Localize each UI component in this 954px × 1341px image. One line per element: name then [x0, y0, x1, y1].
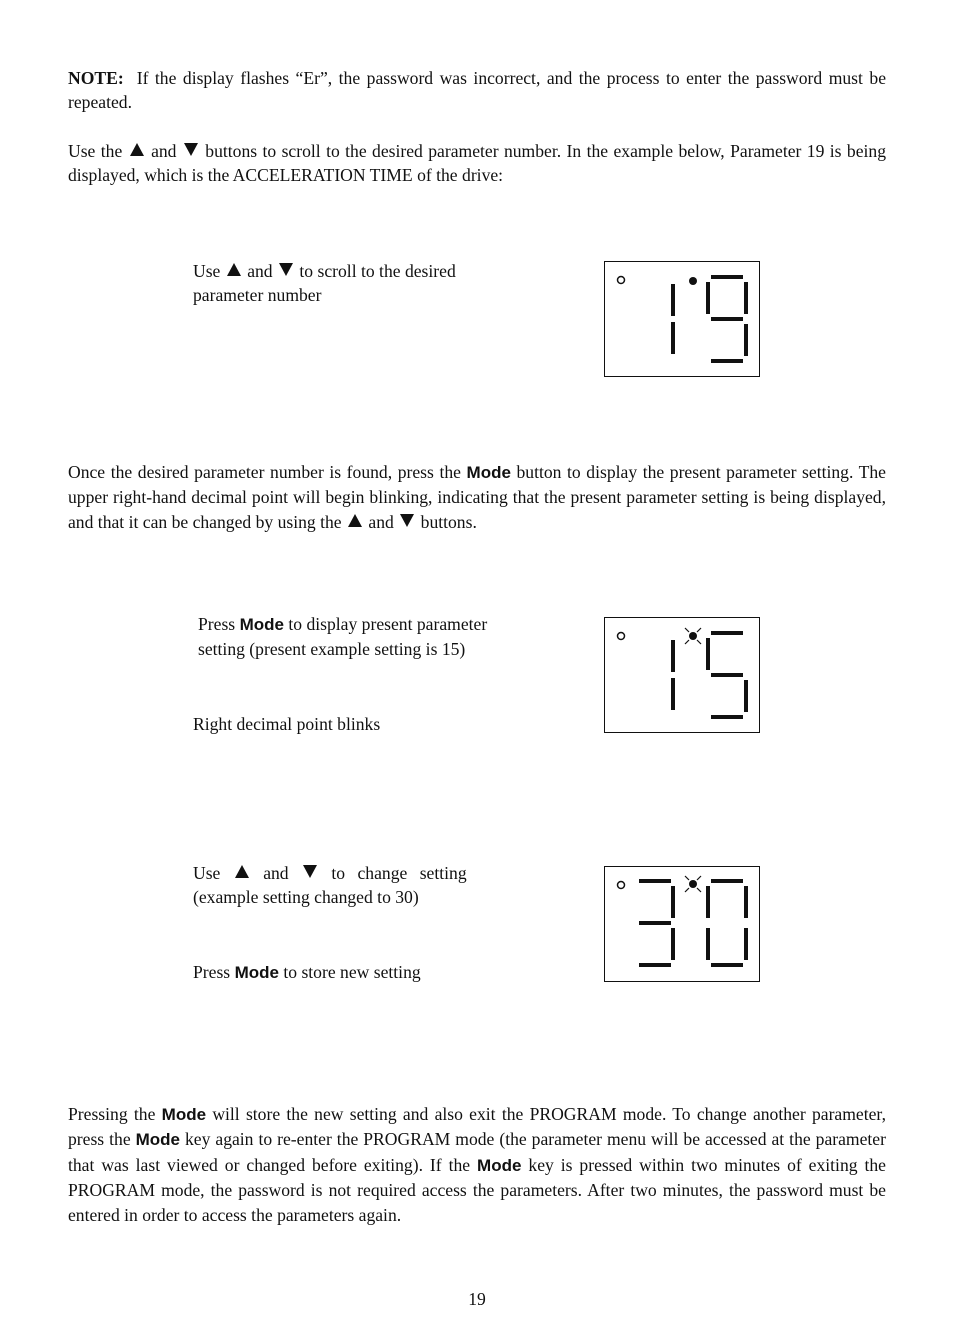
segment: [639, 921, 671, 925]
page-number: 19: [468, 1289, 486, 1309]
up-triangle-icon: [227, 263, 241, 276]
segment: [711, 715, 743, 719]
seven-segment-display-19: [604, 261, 760, 377]
example1-text-2: and: [247, 261, 273, 281]
segment: [711, 631, 743, 635]
segment: [711, 673, 743, 677]
left-decimal-point: [618, 633, 625, 640]
segment: [744, 680, 748, 712]
up-triangle-icon: [348, 514, 362, 527]
segment: [744, 928, 748, 960]
example1-text-1: Use: [193, 261, 221, 281]
mode-key-label: Mode: [239, 615, 284, 634]
final-text-1: Pressing the: [68, 1104, 156, 1124]
note-paragraph: [68, 66, 886, 115]
example1-caption: [193, 259, 523, 308]
scroll-text-2: and: [151, 141, 177, 161]
down-triangle-icon: [184, 143, 198, 156]
mode-text-2: button to display the present parameter setting. The upper right-hand decimal point will begin blinking, indicating that the present parameter setting is being displayed, and that it can be changed by using the: [68, 462, 886, 532]
example3-store-caption: [193, 960, 513, 985]
up-triangle-icon: [235, 865, 249, 878]
segment: [706, 638, 710, 670]
segment: [706, 928, 710, 960]
segment: [711, 879, 743, 883]
down-triangle-icon: [279, 263, 293, 276]
final-text-2: will store the new setting and also exit the PROGRAM mode. To change another parameter, press the: [68, 1104, 886, 1150]
left-decimal-point: [618, 882, 625, 889]
mode-key-label: Mode: [161, 1105, 207, 1124]
mode-paragraph: [68, 460, 886, 534]
segment: [671, 640, 675, 672]
example3-caption: [193, 861, 493, 885]
segment: [671, 886, 675, 918]
scroll-text-3: buttons to scroll to the desired parameter number. In the example below, Parameter 19 is being displayed, which is the ACCELERATION TIME of the drive:: [68, 141, 887, 186]
example3-caption-line2: (example setting changed to 30): [193, 887, 419, 907]
note-label: NOTE:: [68, 68, 124, 88]
segment: [744, 282, 748, 314]
mode-text-3: and: [368, 511, 394, 532]
segment: [706, 282, 710, 314]
segment: [639, 879, 671, 883]
example2-text-3: setting (present example setting is 15): [198, 639, 466, 660]
segment: [744, 324, 748, 356]
example2-text-2: to display present parameter: [288, 614, 488, 634]
segment: [671, 928, 675, 960]
left-decimal-point: [618, 277, 625, 284]
mode-key-label: Mode: [135, 1130, 181, 1150]
segment: [711, 359, 743, 363]
segment: [711, 963, 743, 967]
right-decimal-point-blinking: [689, 880, 697, 888]
down-triangle-icon: [400, 514, 414, 527]
example2-text-1: Press: [198, 614, 236, 634]
segment: [711, 275, 743, 279]
segment: [671, 322, 675, 354]
example1-text-3: to scroll to the desired: [299, 261, 456, 281]
example2-blink-caption: Right decimal point blinks: [193, 714, 381, 734]
down-triangle-icon: [303, 865, 317, 878]
right-decimal-point-blinking: [689, 632, 697, 640]
final-paragraph: [68, 1102, 886, 1227]
example3-text-1: Use: [193, 863, 221, 883]
segment: [706, 886, 710, 918]
scroll-text-1: Use the: [68, 141, 123, 161]
example1-text-4: parameter number: [193, 285, 322, 306]
final-text-4: key is pressed within two minutes of exiting the PROGRAM mode, the password is not required access the parameters. After two minutes, the password must be entered in order to access the parameters again.: [68, 1154, 886, 1225]
mode-key-label: Mode: [466, 463, 511, 482]
segment: [671, 284, 675, 316]
scroll-paragraph: [68, 139, 886, 188]
mode-text-1: Once the desired parameter number is found, press the: [68, 462, 461, 482]
example3-store-text-1: Press: [193, 962, 231, 982]
segment: [711, 317, 743, 321]
final-text-3: key again to re-enter the PROGRAM mode (the parameter menu will be accessed at the parameter that was last viewed or changed before exiting). If the: [68, 1129, 886, 1175]
segment: [671, 678, 675, 710]
segment: [744, 886, 748, 918]
up-triangle-icon: [130, 143, 144, 156]
example3-text-3: to change setting: [331, 863, 467, 883]
mode-text-4: buttons.: [420, 511, 477, 532]
seven-segment-display-15: [604, 617, 760, 733]
segment: [639, 963, 671, 967]
example3-store-text-2: to store new setting: [283, 962, 421, 982]
mode-key-label: Mode: [234, 963, 279, 982]
example3-text-2: and: [263, 863, 289, 883]
right-decimal-point: [689, 277, 697, 285]
example2-caption: [198, 612, 558, 662]
mode-key-label: Mode: [477, 1155, 522, 1175]
note-text: If the display flashes “Er”, the password was incorrect, and the process to enter the password must be repeated.: [68, 68, 887, 113]
seven-segment-display-30: [604, 866, 760, 982]
